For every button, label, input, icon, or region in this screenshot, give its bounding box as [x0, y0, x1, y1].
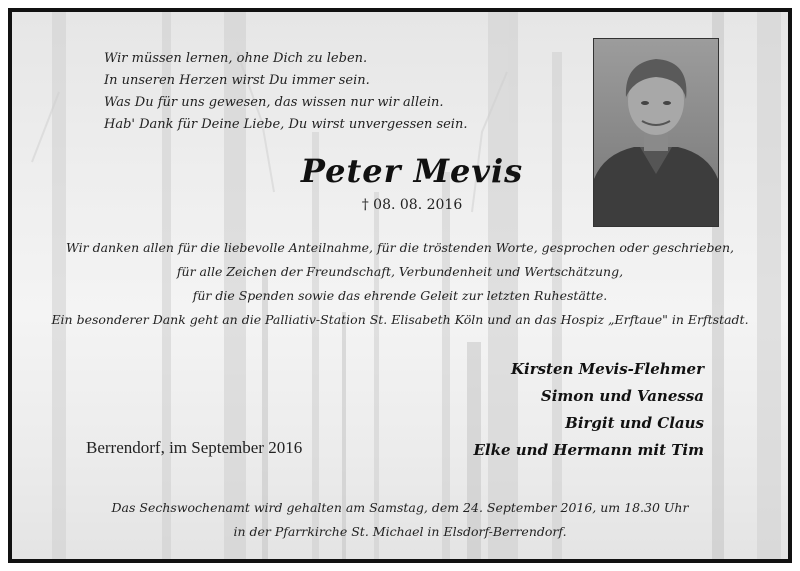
service-announcement [32, 496, 768, 544]
portrait-photo [593, 38, 719, 227]
thanks-text [32, 236, 768, 332]
mourner: Kirsten Mevis-Flehmer [510, 360, 704, 378]
mourners-list [412, 356, 704, 464]
mourner: Elke und Hermann mit Tim [473, 441, 704, 459]
obituary-card [12, 12, 788, 559]
service-line: Das Sechswochenamt wird gehalten am Samstag, dem 24. September 2016, um 18.30 Uhr [111, 500, 689, 515]
poem-line: Wir müssen lernen, ohne Dich zu leben. [104, 51, 368, 66]
place-and-date: Berrendorf, im September 2016 [86, 438, 303, 457]
poem-line: Hab' Dank für Deine Liebe, Du wirst unvergessen sein. [104, 117, 468, 132]
thanks-line: Ein besonderer Dank geht an die Palliativ-Station St. Elisabeth Köln und an das Hospiz „Erftaue" in Erftstadt. [51, 312, 749, 327]
mourner: Birgit und Claus [565, 414, 704, 432]
thanks-line: Wir danken allen für die liebevolle Anteilnahme, für die tröstenden Worte, gesprochen oder geschrieben, [66, 240, 734, 255]
service-line: in der Pfarrkirche St. Michael in Elsdorf-Berrendorf. [233, 524, 567, 539]
thanks-line: für alle Zeichen der Freundschaft, Verbundenheit und Wertschätzung, [176, 264, 624, 279]
death-date: † 08. 08. 2016 [361, 197, 463, 213]
poem-line: Was Du für uns gewesen, das wissen nur wir allein. [104, 95, 444, 110]
poem [104, 48, 564, 136]
deceased-name: Peter Mevis [300, 152, 524, 190]
portrait-image [594, 39, 718, 226]
mourner: Simon und Vanessa [540, 387, 704, 405]
thanks-line: für die Spenden sowie das ehrende Geleit zur letzten Ruhestätte. [192, 288, 608, 303]
poem-line: In unseren Herzen wirst Du immer sein. [104, 73, 370, 88]
